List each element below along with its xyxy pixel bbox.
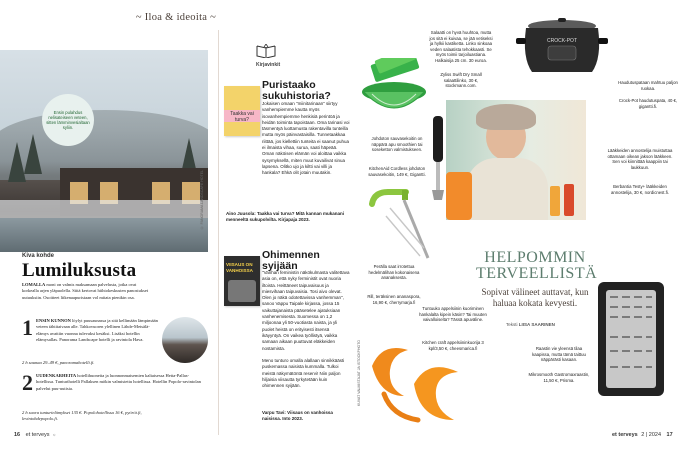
slow-cooker-image [512, 18, 612, 78]
article-item-2 [36, 373, 206, 392]
right-issue: 2 | 2024 [641, 432, 661, 438]
blender-caption: Johdoton sauvasekoitin on näppärä apu smoothien tai soseketton valmistukseen. [371, 136, 423, 153]
book2-cover-faces [228, 280, 256, 302]
item2-lead: UUDENKARHEITA [36, 373, 77, 378]
orange-peeler-image [362, 336, 480, 430]
photo-credit: © PANORAMA LANDSCAPE HOTEL [200, 170, 204, 230]
item2-meta: 2 h suora tunturielämykset 135 €. Popolohotellissa 16 €, pyöröt.fi, levintohdepopolo.fi. [22, 410, 142, 422]
woman-shirt [466, 158, 548, 220]
svg-text:CROCK-POT: CROCK-POT [547, 38, 577, 44]
left-magazine-name: et terveys [25, 432, 50, 438]
right-page-number: 17 [666, 432, 673, 438]
spinner-price: Zyliss Swift Dry Small salaattilinko, 30 €, stockmann.com. [440, 72, 482, 89]
column-divider [218, 30, 219, 435]
photo-caption-bubble [42, 94, 94, 146]
woman-hair [476, 104, 536, 130]
book2-text: "Vanhan feministin näkökulmasta valitettava asia on, että nyky ferministit ovat nuoria iltoista. Heittäneet taipuvaisuus ja miesvihaan taipuvaisia. Tosi aivo olevat. Olen jo näkä odotettavissa vanhemman", sanoo Vappu Taipale kirjassa, jossa 15 vaikuttajanaista pääsetelee ajatuksiaan vanhenemisesta. Suomessa on 1,2 miljoonaa yli 50-vuotiasta naista, ja yli puolet heistä on erityisesti itsensä ikäyyntyä. On vaikea työllistyä, vaikka samaan aikaan puuttuvat eläkkeiden nostamista. Meno tunturo omalla alallaan sinnikkäästi puskemassa naisista kummalla. Tulkoi meistä näkymätöntä reservi! Niin paljon hiljaisia viisautta tyrkytetään kuin ohimennen syijään. [262, 270, 350, 389]
right-main-title: HELPOMMIN TERVEELLISTÄ [476, 249, 598, 282]
byline-prefix: Teksti [506, 322, 518, 327]
pills-caption: Lääkkeiden annostelija muistuttaa ottamaan oikean jakson lääkkeen. Sen voi kiinnittää kaappiin tai laukkuun. [607, 148, 673, 170]
book-cover-taakka [224, 86, 260, 136]
footer-right [612, 432, 673, 438]
spa-photo [0, 50, 208, 252]
open-book-icon [256, 44, 276, 58]
small-spa-photo [162, 317, 208, 363]
folding-grater-image [592, 280, 672, 398]
cooker-price: Crock-Pot haudutuspata, 40 €, gigantti.fi. [618, 98, 678, 109]
juice-bottle [550, 186, 560, 216]
item-number-1: 1 [22, 315, 33, 340]
blender-price: KitchenAid Cordless johdoton sauvasekoitin, 149 €, Gigantti. [368, 166, 426, 177]
intro-lead: LOMALLA [22, 282, 46, 287]
photo-pool [0, 218, 208, 252]
books-column-label: Kirjavinkit [256, 62, 281, 68]
article-kicker: Kiva kohde [22, 253, 55, 259]
byline-name: LIISA SAARINEN [518, 322, 555, 327]
peeler-price: Rill, teräksinen ananaspora, 16,90 €, cherrymarja.fi [367, 294, 421, 305]
article-intro [22, 282, 154, 301]
article-item-1 [36, 318, 158, 343]
item1-lead: ENSIN KUNNON [36, 318, 71, 323]
salad-spinner-image [358, 58, 430, 116]
item-number-2: 2 [22, 370, 33, 395]
article-headline: Lumiluksusta [22, 260, 137, 281]
spinner-caption: Salaatti on hyvä huuhtoa, mutta jos sitä ei kuivaa, se jää vetiseksi ja hylkii kastiketta. Linko sinkoaa veden salaatista tehokkaasti. Se myös toimii tarjoiluastiana. Halkaisija 25 cm. 30 euroa. [429, 30, 493, 63]
item1-text: löylyt puusaunassa ja sitä kellimään lämpimään veteen tähtitaivaan alle. Tahkovuoren ylellinen Lähde-Metsälä-elämys avattiin vuonna tulevaksi kesäksi. Lisäksi hotellin elämysallas. Panorama Landscape hotelli ja ravintola Hava. [36, 318, 158, 342]
citrus-caption: Tuntuuko appelsiinin kuoriminen hankalalta kipein käsin? Tai muuten vaivalloiselta? Tässä apuväline. [419, 306, 487, 323]
right-byline [506, 322, 555, 327]
section-title: ~ Iloa & ideoita ~ [135, 12, 217, 23]
item1-meta: 2 h saunaa 29–49 €, panoramahotelli.fi. [22, 360, 95, 365]
footer-left [14, 432, 56, 438]
photo-snow [0, 200, 208, 220]
orange-blender-jar [446, 172, 472, 220]
right-photo-credit: KUVAT VALMISTAJAT JA ISTOCKPHOTO [357, 340, 361, 406]
pineapple-corer-image [368, 188, 438, 264]
left-magazine-mark: ℴ [53, 432, 56, 438]
intro-text: moni on valmis maksamaan palvelusta, jotka ovat korkealla arjen yläpuolella. Siitä kertovat hiihtokeskusten panostukset uutuuksiin. Osoitteet liikenaapuristaan vol mitata pienikin osa. [22, 282, 149, 300]
cooker-caption: Haudutuspataan mahtuu paljon ruokaa. [618, 80, 678, 91]
grater-caption: Raastin vie yleensä tilaa kaapissa, mutta tämä taittuu näppärästi kasaan. [532, 346, 586, 363]
pills-price: Berbantia Testy+ lääkkeiden annostelija, 30 €, nordicnest.fi. [610, 184, 670, 195]
juice-bottle [564, 184, 574, 216]
photo-tree [24, 134, 42, 174]
book2-cover-title: VIISAUS ON VANHOISSA [226, 262, 253, 273]
photo-caption-text: Ensin pulahdus nelisateiseen veteen, sitten lämminvesialtaan syliin. [46, 109, 90, 131]
book2-title: Ohimennen syijään [262, 249, 320, 272]
book1-byline: Aino Juusola: Taakka vai turva? Mitä kannan mukanani menneeltä sukupolvilta. Kirjapaja 2023. [226, 211, 344, 222]
citrus-price: Kitchen craft appelsiininkuorija 3 kpl/3,50 €, cheesmarica.fi [422, 340, 484, 351]
left-page-number: 16 [14, 432, 21, 438]
book1-cover-title: Taakka vai turva? [230, 111, 254, 123]
item2-text: hotellihuoneita ja luonnonmaisemien kaltaisessa Hetta-Pallas-hotellissa. Tunturihotelli Pallaksen mökin valmistettu hotellissa. Hotellin Popolo-ravintolan palvelut puu-uutisia. [36, 373, 201, 391]
grater-price: Mikrosmooth Gastromaxraastin, 11,50 €, Prisma. [528, 372, 590, 383]
right-magazine-name: et terveys [612, 432, 638, 438]
right-subtitle: Sopivat välineet auttavat, kun haluaa kokata kevyesti. [481, 287, 589, 308]
book-cover-viisaus [224, 256, 260, 306]
book2-byline: Varpu Tavi: Viisaus on vanhoissa naisissa. Into 2023. [262, 410, 333, 421]
book1-title: Puristaako sukuhistoria? [262, 79, 331, 102]
woman-cooking-photo [446, 100, 586, 220]
peeler-caption: Perälla saat irrotettua hedelmälihan kokonaisena ananaksesta. [368, 264, 420, 281]
book1-text: Jokaisen omaan "miinitarinaan" siirtyy vanhempiemme kautta myös isovanhempiemme henkisiä perintöä ja heidän toiminta tapoistaan. Oma tarinasi voi täsmentyä luottamusta rakentavilla tunteilla mutta myös päinvastaisilla. Tunnetaakkaa riittää, jos kiellettiin tunteita ei saanut puhua ei ilmaista vihaa, surua, saati häpeää. Oman näköisen elämän voi aloittaa vaikka sysymyksellä, miten muut kuvailivat sinua lapsena. Olitko ujo ja kiltti vai villi ja hankala? Ehkä olit jotain muutakin. [262, 101, 350, 176]
